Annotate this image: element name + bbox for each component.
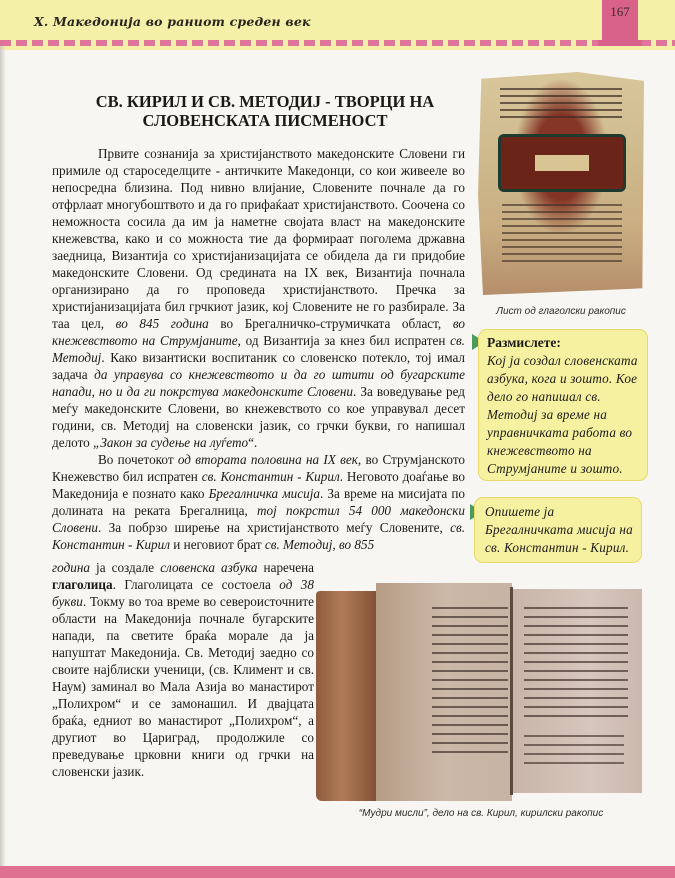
emphasis: св. Константин - Кирил	[201, 469, 340, 484]
emphasis: во кнежевството на Струмјаните	[52, 316, 465, 348]
text: во Брегалничко-струмичката област,	[208, 316, 453, 331]
book-gutter	[510, 587, 513, 795]
describe-task: Опишете ја Брегалничката мисија на св. Константин - Кирил.	[485, 504, 633, 555]
text: Првите сознанија за христијанството македонските Словени ги примиле од староседелците - античките Македонци, со кои живееле во непосредна близина. Под нивно влијание, Словените почнале да го отфрлаат многубоштвото и да го прифаќаат христијанството. Соочена со неможноста сосила да им ја наметне својата власт на македонските кнежевства, како и со можноста тие да формираат поголема државна заедница, Византија со христијанизацијата се обидела да ги придобие македонските Словени. Од средината на IX век, Византија почнала организирано да го проповеда христијанството. Пречка за христијанизацијата бил грчкиот јазик, кој Словените не го разбирале. За таа цел,	[52, 146, 465, 331]
text: ја создале	[89, 560, 161, 575]
emphasis: да управува со кнежевството и да го штити од бугарските напади, но и да ги покрстува македонските Словени	[52, 367, 465, 399]
page-binding-shadow	[0, 46, 6, 866]
emphasis: од 38 букви	[52, 577, 314, 609]
text: . За време на мисијата по долината на реката Брегалница,	[52, 486, 465, 518]
emphasis: Брегалничка мисија	[208, 486, 320, 501]
article-title-line2: СЛОВЕНСКАТА ПИСМЕНОСТ	[142, 111, 388, 130]
strong-term: глаголица	[52, 577, 113, 592]
emphasis: св. Методиј	[52, 333, 465, 365]
page-number: 167	[610, 4, 630, 19]
glagolitic-manuscript-image	[478, 72, 644, 295]
ornament-center	[535, 155, 589, 171]
describe-callout	[474, 497, 642, 563]
text: . Како византиски воспитаник со словенско потекло, тој имал задача	[52, 350, 465, 382]
emphasis: година	[52, 560, 90, 575]
book-text-lines	[524, 607, 628, 717]
text: . Глаголицата се состоела	[112, 577, 280, 592]
emphasis: во 845 година	[115, 316, 209, 331]
text: “.	[248, 435, 258, 450]
reflect-heading: Размислете:	[487, 335, 561, 350]
emphasis: „Закон за судење на луѓето	[93, 435, 249, 450]
text: . За побрзо ширење на христијанството меѓу Словените,	[98, 520, 451, 535]
text: , од Византија за кнез бил испратен	[237, 333, 451, 348]
body-text-narrow-column	[52, 559, 314, 780]
text: . Токму во тоа време во североисточните области на Македонија почнале бугарските напади, па светите браќа морале да ја напуштат Македонија. Св. Методиј заедно со своите најблиски ученици, (св. Климент и св. Наум) заминал во Мала Азија во манастирот „Полихром“ и се замонашил. И двајцата браќа, едниот во манастирот „Полихром“, а другиот во Цариград, продолжиле со преведување црковни книги од грчки на словенски јазик.	[52, 594, 314, 779]
cyrillic-book-image	[316, 583, 646, 801]
text: наречена	[257, 560, 314, 575]
article-title-line1: СВ. КИРИЛ И СВ. МЕТОДИЈ - ТВОРЦИ НА	[95, 92, 435, 111]
glagolitic-image-caption: Лист од глаголски ракопис	[496, 306, 626, 317]
manuscript-text-lines	[502, 204, 622, 264]
emphasis: од втората половина на IX век	[177, 452, 358, 467]
emphasis: словенска азбука	[160, 560, 258, 575]
text: , во Струмјанското Кнежевство бил испратен	[52, 452, 465, 484]
dashed-divider	[0, 40, 675, 46]
paragraph-1	[52, 145, 465, 451]
article-title	[60, 92, 470, 130]
emphasis: св. Методиј, во 855	[264, 537, 375, 552]
body-text-column	[52, 145, 465, 553]
reflect-callout	[478, 329, 648, 481]
text: . Неговото доаѓање во Македонија е познато како	[52, 469, 465, 501]
text: и неговиот брат	[170, 537, 265, 552]
book-image-caption: “Мудри мисли”, дело на св. Кирил, кирилски ракопис	[358, 808, 604, 819]
emphasis: тој покрстил 54 000 македонски Словени	[52, 503, 465, 535]
page-tab-connector	[598, 40, 642, 46]
text: Во почетокот	[98, 452, 178, 467]
reflect-question: Кој ја создал словенската азбука, кога и зошто. Кое дело го напишал св. Методиј за време на управничката работа во кнежевството на Струмјаните и зошто.	[487, 353, 638, 476]
footer-band	[0, 866, 675, 878]
emphasis: св. Константин - Кирил	[52, 520, 465, 552]
manuscript-text-lines	[500, 88, 622, 118]
chapter-header: X. Македонија во раниот среден век	[34, 14, 311, 29]
book-text-lines	[524, 735, 624, 765]
book-text-lines	[432, 607, 508, 757]
paragraph-2	[52, 451, 465, 553]
text: . За воведување ред меѓу македонските Словени, во кнежевството со кое управувал десет години, св. Методиј на словенски јазик, со грчки букви, го напишал делото	[52, 384, 465, 450]
manuscript-ornament	[498, 134, 626, 192]
book-spine	[316, 591, 382, 801]
